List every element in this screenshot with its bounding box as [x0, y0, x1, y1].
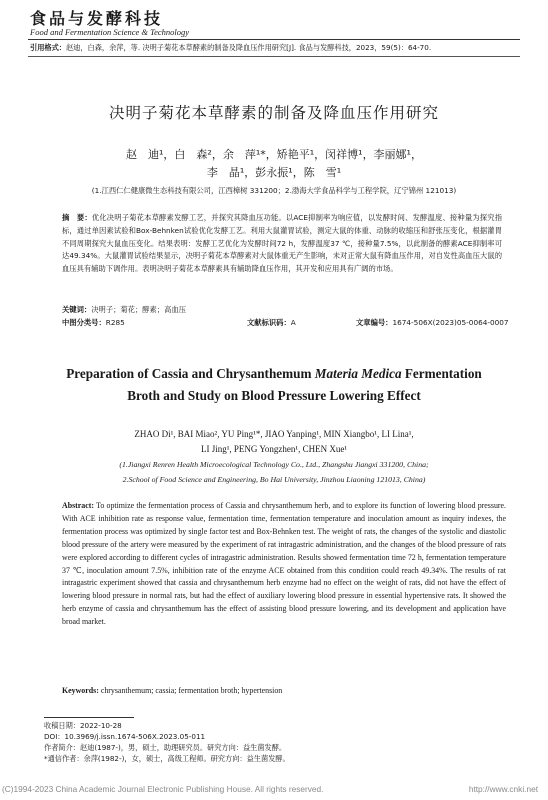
authors-zh-line1: 赵 迪¹，白 森²，余 萍¹*，矫艳平¹，闵祥博¹，李丽娜¹，: [126, 148, 422, 161]
affiliation-en-line1: (1.Jiangxi Renren Health Microecological Technology Co., Ltd., Zhangshu Jiangxi 331200, China;: [119, 460, 429, 469]
footnote-rule: [44, 717, 134, 718]
footnote-corresponding: *通信作者：余萍(1982-)，女，硕士，高级工程师。研究方向：益生菌发酵。: [44, 754, 290, 763]
paper-title-zh: 决明子菊花本草酵素的制备及降血压作用研究: [108, 104, 439, 122]
journal-title-en: Food and Fermentation Science & Technology: [30, 27, 190, 37]
citation-rule: [28, 56, 520, 57]
doc-code-label: 文献标识码：: [247, 318, 291, 327]
title-en-italic: Materia Medica: [314, 366, 402, 381]
authors-en-line2: LI Jing¹, PENG Yongzhen¹, CHEN Xue¹: [200, 444, 348, 454]
copyright-watermark: (C)1994-2023 China Academic Journal Electronic Publishing House. All rights reserved.: [2, 784, 324, 794]
header-rule: [28, 39, 520, 40]
keywords-zh-text: 决明子；菊花；酵素；高血压: [91, 305, 187, 314]
keywords-zh-label: 关键词：: [62, 305, 92, 314]
authors-zh-line2: 李 晶¹，彭永振¹，陈 雪¹: [206, 166, 342, 179]
title-en-line2: Broth and Study on Blood Pressure Lowering Effect: [127, 388, 421, 403]
citation-label: 引用格式：: [30, 43, 66, 52]
keywords-en-label: Keywords:: [62, 686, 99, 695]
abstract-zh-label: 摘 要：: [62, 213, 92, 222]
footnote-doi: DOI：10.3969/j.issn.1674-506X.2023.05-011: [44, 732, 206, 741]
title-en-part2: Fermentation: [401, 366, 482, 381]
affiliation-en-line2: 2.School of Food Science and Engineering, Bo Hai University, Jinzhou Liaoning 121013, China): [122, 475, 426, 484]
article-no-value: 1674-506X(2023)05-0064-0007: [392, 318, 509, 327]
affiliation-en: [0, 457, 548, 487]
clc-value: R285: [105, 318, 125, 327]
keywords-zh: [62, 304, 502, 317]
citation-line: [30, 42, 530, 53]
footnote-author-intro: 作者简介：赵迪(1987-)，男，硕士，助理研究员。研究方向：益生菌发酵。: [44, 743, 287, 752]
keywords-en-text: chrysanthemum; cassia; fermentation broth; hypertension: [100, 686, 283, 695]
abstract-en-label: Abstract:: [62, 501, 94, 510]
abstract-zh-text: 优化决明子菊花本草酵素发酵工艺，并探究其降血压功能。以ACE抑制率为响应值，以发酵时间、发酵温度、接种量为探究指标，通过单因素试验和Box-Behnken试验优化发酵工艺。利用大鼠灌胃试验，测定大鼠的体重、动脉的收缩压和舒张压变化，根据灌胃不同周期探究大鼠血压变化。结果表明：发酵工艺优化为发酵时间72 h，发酵温度37 ℃，接种量7.5%，以此制备的酵素ACE抑制率可达49.34%。大鼠灌胃试验结果显示，决明子菊花本草酵素对大鼠体重无产生影响，未对正常大鼠有降血压作用，对自发性高血压大鼠的血压具有辅助下调作用。表明决明子菊花本草酵素具有辅助降血压作用，其开发和应用具有广阔的市场。: [62, 213, 502, 274]
citation-text: 赵迪，白森，余萍，等. 决明子菊花本草酵素的制备及降血压作用研究[J]. 食品与发酵科技，2023，59(5)：64-70.: [65, 43, 432, 52]
cnki-link[interactable]: http://www.cnki.net: [468, 784, 538, 794]
abstract-zh: [62, 212, 502, 276]
abstract-en: [62, 500, 506, 629]
doc-code-value: A: [290, 318, 296, 327]
clc-label: 中图分类号：: [62, 318, 106, 327]
authors-en-line1: ZHAO Di¹, BAI Miao², YU Ping¹*, JIAO Yanping¹, MIN Xiangbo¹, LI Lina¹,: [134, 429, 414, 439]
title-en-part1: Preparation of Cassia and Chrysanthemum: [66, 366, 315, 381]
abstract-en-text: To optimize the fermentation process of Cassia and chrysanthemum herb, and to explore its function of lowering blood pressure. With ACE inhibition rate as response value, fermentation time, fermentation temperature and inoculation amount as inquiry indexes, the fermentation process was optimized by single factor test and Box-Behnken test. The weight of rats, the changes of the systolic and diastolic blood pressure of the artery were measured by the experiment of rat intragastric administration, and the changes of the blood pressure of rats were explored according to different cycles of intragastric administration. Results showed fermentation time 72 h, fermentation temperature 37 ℃, inoculation amount 7.5%, inhibition rate of the enzyme ACE obtained from this condition could reach 49.34%. The results of rat intragastric experiment showed that cassia and chrysanthemum herb enzyme had no effect on the weight of rats, did not have the effect of lowering blood pressure in normal rats, but had the effect of auxiliary lowering blood pressure in essential hypertensive rats. It showed the herb enzyme of cassia and chrysanthemum has the effect of assisting blood pressure lowering, and its development and application have broad market.: [62, 501, 506, 627]
footnote-received: 收稿日期：2022-10-28: [44, 721, 122, 730]
paper-title-en: [0, 363, 548, 407]
authors-en: [0, 427, 548, 457]
keywords-en: [62, 686, 506, 695]
affiliation-zh: (1.江西仁仁健康微生态科技有限公司，江西樟树 331200；2.渤海大学食品科学与工程学院，辽宁锦州 121013): [91, 186, 457, 195]
journal-title-zh: 食品与发酵科技: [30, 9, 164, 28]
article-no-label: 文章编号：: [356, 318, 393, 327]
